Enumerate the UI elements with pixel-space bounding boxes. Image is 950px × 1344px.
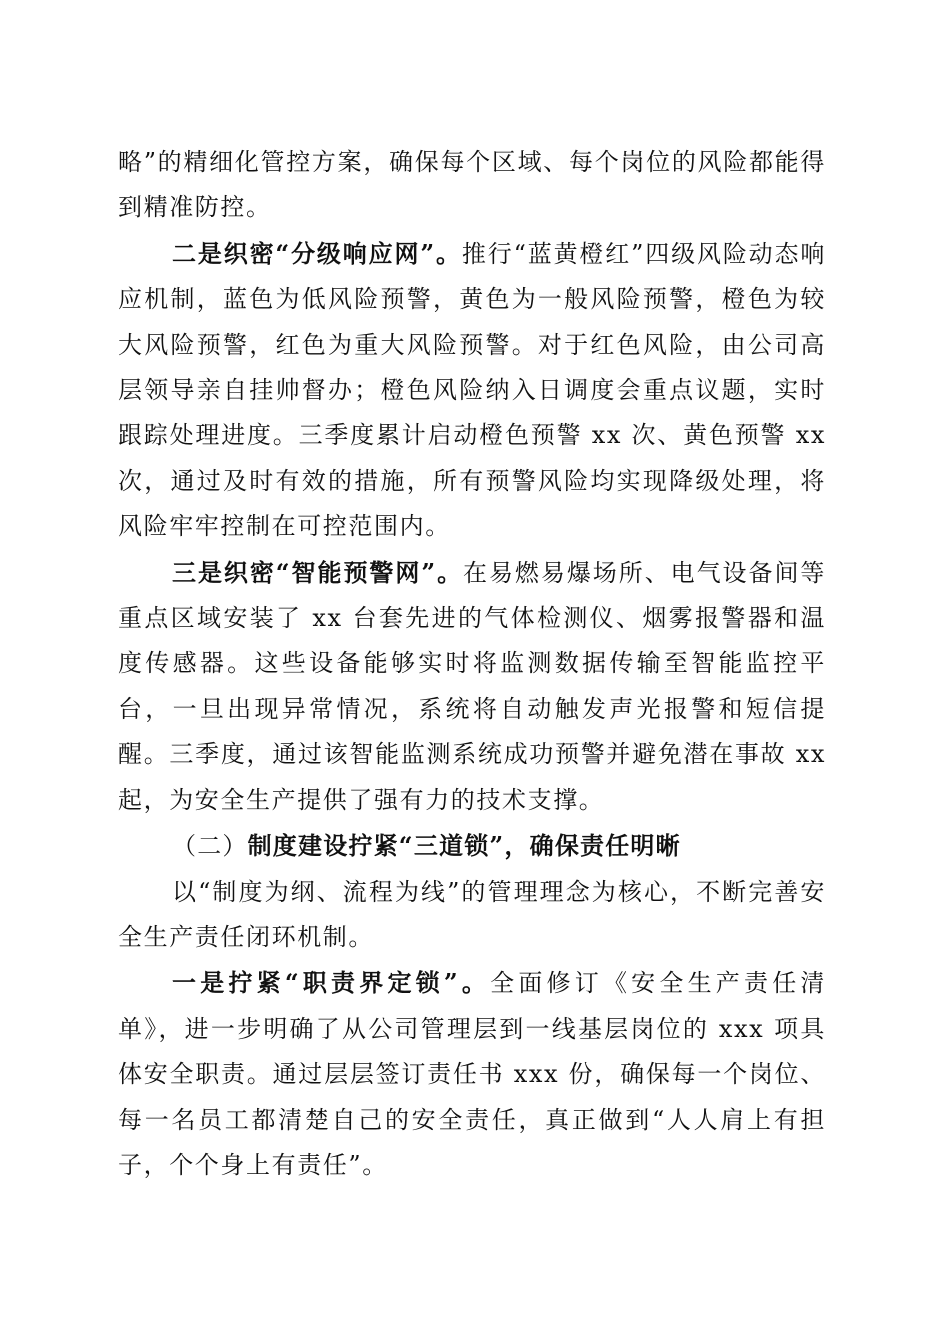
paragraph-lead: 二是织密“分级响应网”。	[172, 238, 462, 268]
paragraph-text: 略”的精细化管控方案，确保每个区域、每个岗位的风险都能得到精准防控。	[118, 148, 826, 222]
paragraph-duty-lock	[118, 960, 826, 1188]
paragraph-lead: 一是拧紧“职责界定锁”。	[172, 968, 491, 998]
paragraph-tiered-response	[118, 231, 826, 550]
paragraph-text: 在易燃易爆场所、电气设备间等重点区域安装了 xx 台套先进的气体检测仪、烟雾报警器和温度传感器。这些设备能够实时将监测数据传输至智能监控平台，一旦出现异常情况，系统将自动触发声光报警和短信提醒。三季度，通过该智能监测系统成功预警并避免潜在事故 xx 起，为安全生产提供了强有力的技术支撑。	[118, 558, 826, 814]
section-heading	[118, 823, 826, 869]
paragraph-smart-warning	[118, 550, 826, 823]
document-body	[118, 140, 826, 1188]
paragraph-text: 全面修订《安全生产责任清单》，进一步明确了从公司管理层到一线基层岗位的 xxx 项具体安全职责。通过层层签订责任书 xxx 份，确保每一个岗位、每一名员工都清楚自己的安全责任，真正做到“人人肩上有担子，个个身上有责任”。	[118, 969, 826, 1179]
paragraph-lead: 三是织密“智能预警网”。	[172, 557, 464, 587]
paragraph-text: 以“制度为纲、流程为线”的管理理念为核心，不断完善安全生产责任闭环机制。	[118, 877, 826, 951]
paragraph-intro	[118, 870, 826, 961]
paragraph-continuation	[118, 140, 826, 231]
section-heading-number: （二）	[172, 832, 248, 861]
section-heading-text: 制度建设拧紧“三道锁”，确保责任明晰	[247, 831, 681, 861]
paragraph-text: 推行“蓝黄橙红”四级风险动态响应机制，蓝色为低风险预警，黄色为一般风险预警，橙色为较大风险预警，红色为重大风险预警。对于红色风险，由公司高层领导亲自挂帅督办；橙色风险纳入日调度会重点议题，实时跟踪处理进度。三季度累计启动橙色预警 xx 次、黄色预警 xx 次，通过及时有效的措施，所有预警风险均实现降级处理，将风险牢牢控制在可控范围内。	[118, 239, 826, 541]
